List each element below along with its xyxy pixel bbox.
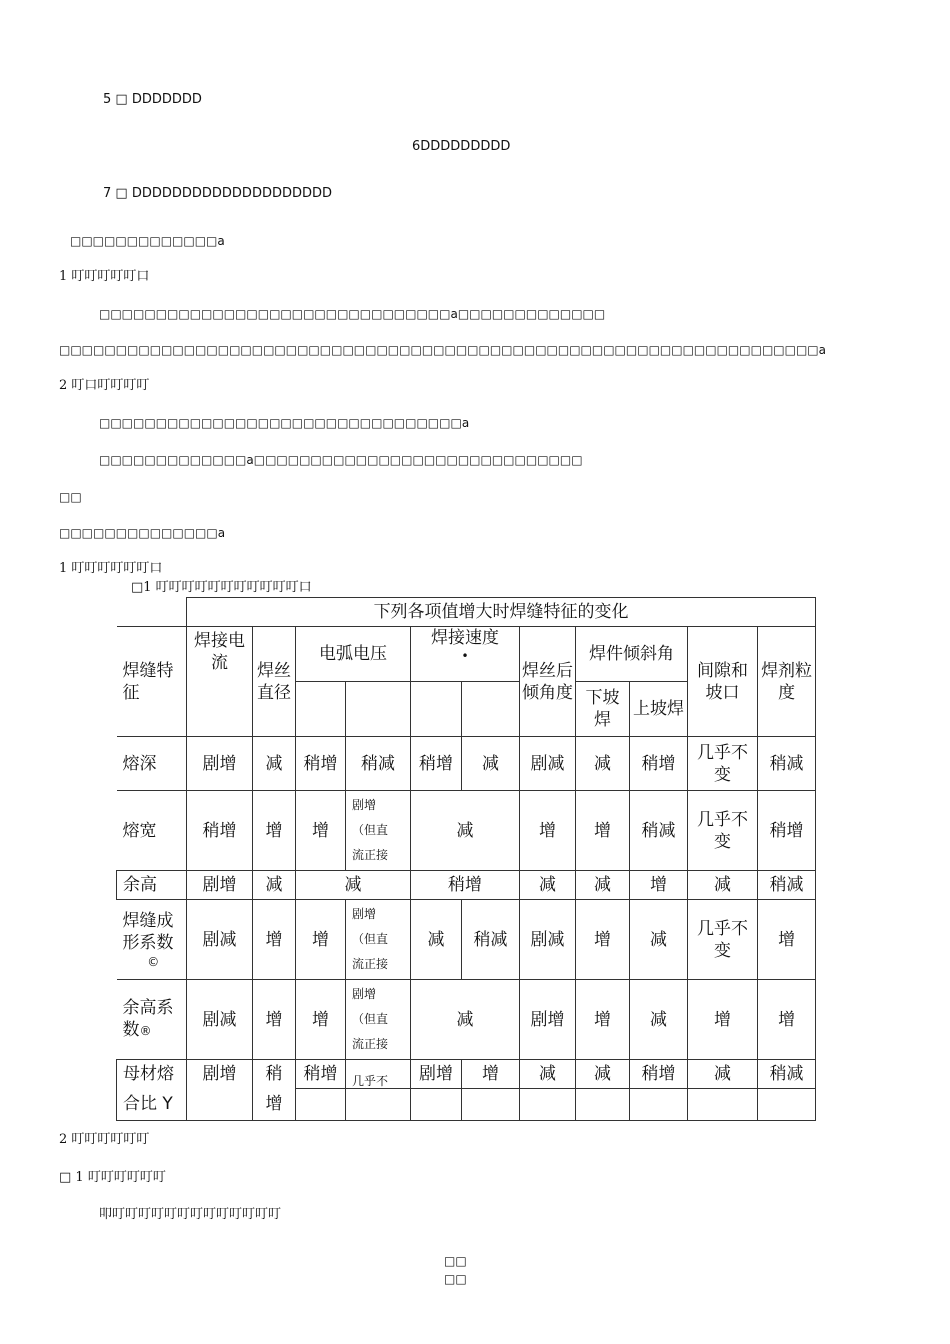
- header-arc-voltage: 电弧电压: [296, 627, 411, 682]
- cell: 减: [411, 980, 520, 1060]
- cell: 增: [520, 791, 576, 871]
- cell: 增: [296, 900, 346, 980]
- table-row: [117, 900, 816, 980]
- table-corner: [117, 598, 187, 627]
- cell: 减: [411, 900, 462, 980]
- cell: 减: [630, 980, 688, 1060]
- cell: 剧减: [187, 980, 253, 1060]
- cell: 剧减: [520, 737, 576, 791]
- table-row: [117, 791, 816, 871]
- cell: 稍减: [758, 871, 816, 900]
- cell: 增: [758, 900, 816, 980]
- cell: 增: [253, 791, 296, 871]
- list-item-7: 7 □ DDDDDDDDDDDDDDDDDDDD: [103, 186, 333, 201]
- header-speed-label: 焊接速度: [431, 628, 499, 648]
- cell: 稍增: [411, 871, 520, 900]
- cell: 剧增: [520, 980, 576, 1060]
- cell: [411, 1089, 462, 1121]
- cell: 减: [520, 871, 576, 900]
- cell: 减: [688, 1060, 758, 1089]
- header-speed-sub-2: [462, 682, 520, 737]
- cell: 增: [688, 980, 758, 1060]
- cell: 稍减: [630, 791, 688, 871]
- cell: [576, 1089, 630, 1121]
- header-tilt-down: 下坡焊: [576, 682, 630, 737]
- cell: 剧增: [411, 1060, 462, 1089]
- cell: [520, 1089, 576, 1121]
- row-label: [117, 900, 187, 980]
- row-label-mark: ®: [139, 1024, 152, 1038]
- cell: 几乎不变: [688, 791, 758, 871]
- cell: 几乎不变: [688, 900, 758, 980]
- cell: 增: [576, 980, 630, 1060]
- cell: 稍增: [630, 737, 688, 791]
- cell: 增: [758, 980, 816, 1060]
- cell: 减: [411, 791, 520, 871]
- cell: 减: [576, 737, 630, 791]
- cell: 剧增: [187, 1060, 253, 1089]
- heading-3: 1 叮叮叮叮叮叮口: [59, 561, 163, 576]
- paragraph-2b: □□□□□□□□□□□□□a□□□□□□□□□□□□□□□□□□□□□□□□□□□□□: [99, 453, 583, 467]
- row-label: 合比 Y: [117, 1089, 187, 1121]
- cell: 增: [253, 1089, 296, 1121]
- cell: 增: [296, 980, 346, 1060]
- cell: [187, 1089, 253, 1121]
- cell: 剧增 （但直 流正接: [346, 791, 411, 871]
- cell: 减: [576, 871, 630, 900]
- heading-1: 1 叮叮叮叮叮口: [59, 269, 150, 284]
- cell: [630, 1089, 688, 1121]
- cell: 稍减: [346, 737, 411, 791]
- header-flux: 焊剂粒度: [758, 627, 816, 737]
- header-wire-diameter: 焊丝直径: [253, 627, 296, 737]
- footer-line-1: □□: [444, 1254, 467, 1268]
- heading-2: 2 叮口叮叮叮叮: [59, 378, 150, 393]
- header-wire-angle: 焊丝后倾角度: [520, 627, 576, 737]
- footer-line-2: □□: [444, 1272, 467, 1286]
- cell: 剧减: [520, 900, 576, 980]
- cell: 稍增: [758, 791, 816, 871]
- cell: 减: [253, 871, 296, 900]
- cell: [688, 1089, 758, 1121]
- paragraph-2a: □□□□□□□□□□□□□□□□□□□□□□□□□□□□□□□□a: [99, 416, 470, 430]
- cell: [346, 1089, 411, 1121]
- table-title: 下列各项值增大时焊缝特征的变化: [187, 598, 816, 627]
- header-voltage-sub-2: [346, 682, 411, 737]
- cell: 几乎不变: [688, 737, 758, 791]
- cell: [296, 1089, 346, 1121]
- header-speed-mark: •: [461, 649, 469, 663]
- row-label-mark: ©: [147, 954, 160, 969]
- cell: 增: [576, 900, 630, 980]
- paragraph-after: 叩叮叮叮叮叮叮叮叮叮叮叮叮叮: [99, 1207, 282, 1222]
- paragraph-1b: □□□□□□□□□□□□□□□□□□□□□□□□□□□□□□□□□□□□□□□□□□□□□□□□□□□□□□□□□□□□□□□□□□□a: [59, 343, 826, 357]
- cell: 剧增 （但直 流正接: [346, 900, 411, 980]
- cell: 增: [462, 1060, 520, 1089]
- header-tilt: 焊件倾斜角: [576, 627, 688, 682]
- cell: 增: [253, 900, 296, 980]
- header-speed: [411, 627, 520, 682]
- cell: 减: [576, 1060, 630, 1089]
- cell: 几乎不: [346, 1060, 411, 1089]
- cell: 稍: [253, 1060, 296, 1089]
- cell: [758, 1089, 816, 1121]
- cell: 剧增: [187, 737, 253, 791]
- row-label: 余高: [117, 871, 187, 900]
- cell: 稍增: [296, 1060, 346, 1089]
- list-item-6: 6DDDDDDDDD: [412, 139, 511, 154]
- weld-feature-table: [116, 597, 816, 1121]
- cell: 减: [520, 1060, 576, 1089]
- header-gap: 间隙和坡口: [688, 627, 758, 737]
- cell: 剧增 （但直 流正接: [346, 980, 411, 1060]
- row-label: 熔宽: [117, 791, 187, 871]
- cell: 稍增: [411, 737, 462, 791]
- paragraph-2c: □□: [59, 490, 82, 504]
- heading-after: 2 叮叮叮叮叮叮: [59, 1132, 150, 1147]
- section-2-intro: □□□□□□□□□□□□□□a: [59, 526, 226, 540]
- cell: 增: [253, 980, 296, 1060]
- list-item-5: 5 □ DDDDDDD: [103, 92, 202, 107]
- header-feature: 焊缝特征: [117, 627, 187, 737]
- cell: 稍减: [758, 1060, 816, 1089]
- table-caption: □1 叮叮叮叮叮叮叮叮叮叮叮口: [131, 580, 312, 595]
- cell: 增: [630, 871, 688, 900]
- cell: 剧减: [187, 900, 253, 980]
- header-speed-sub-1: [411, 682, 462, 737]
- cell: 稍增: [187, 791, 253, 871]
- cell: 增: [296, 791, 346, 871]
- row-label-text: 余高系数: [122, 998, 174, 1040]
- cell: 稍增: [630, 1060, 688, 1089]
- cell: 稍减: [758, 737, 816, 791]
- table-row: [117, 980, 816, 1060]
- paragraph-1a: □□□□□□□□□□□□□□□□□□□□□□□□□□□□□□□a□□□□□□□□□□□□□: [99, 307, 606, 321]
- cell: 稍减: [462, 900, 520, 980]
- row-label: 母材熔: [117, 1060, 187, 1089]
- row-label-text: 焊缝成形系数: [122, 910, 174, 953]
- header-voltage-sub-1: [296, 682, 346, 737]
- cell: 增: [576, 791, 630, 871]
- row-label: 熔深: [117, 737, 187, 791]
- cell: 剧增: [187, 871, 253, 900]
- cell: 减: [296, 871, 411, 900]
- cell: 减: [688, 871, 758, 900]
- cell: 稍增: [296, 737, 346, 791]
- cell: [462, 1089, 520, 1121]
- cell: 减: [630, 900, 688, 980]
- header-current: 焊接电流: [187, 627, 253, 737]
- cell: 减: [253, 737, 296, 791]
- header-tilt-up: 上坡焊: [630, 682, 688, 737]
- cell: 减: [462, 737, 520, 791]
- table-row: [117, 1089, 816, 1121]
- subheading-after: □ 1 叮叮叮叮叮叮: [59, 1170, 166, 1185]
- row-label: [117, 980, 187, 1060]
- table-row: [117, 871, 816, 900]
- section-intro: □□□□□□□□□□□□□a: [70, 234, 225, 248]
- table-row: [117, 737, 816, 791]
- table-row: [117, 1060, 816, 1089]
